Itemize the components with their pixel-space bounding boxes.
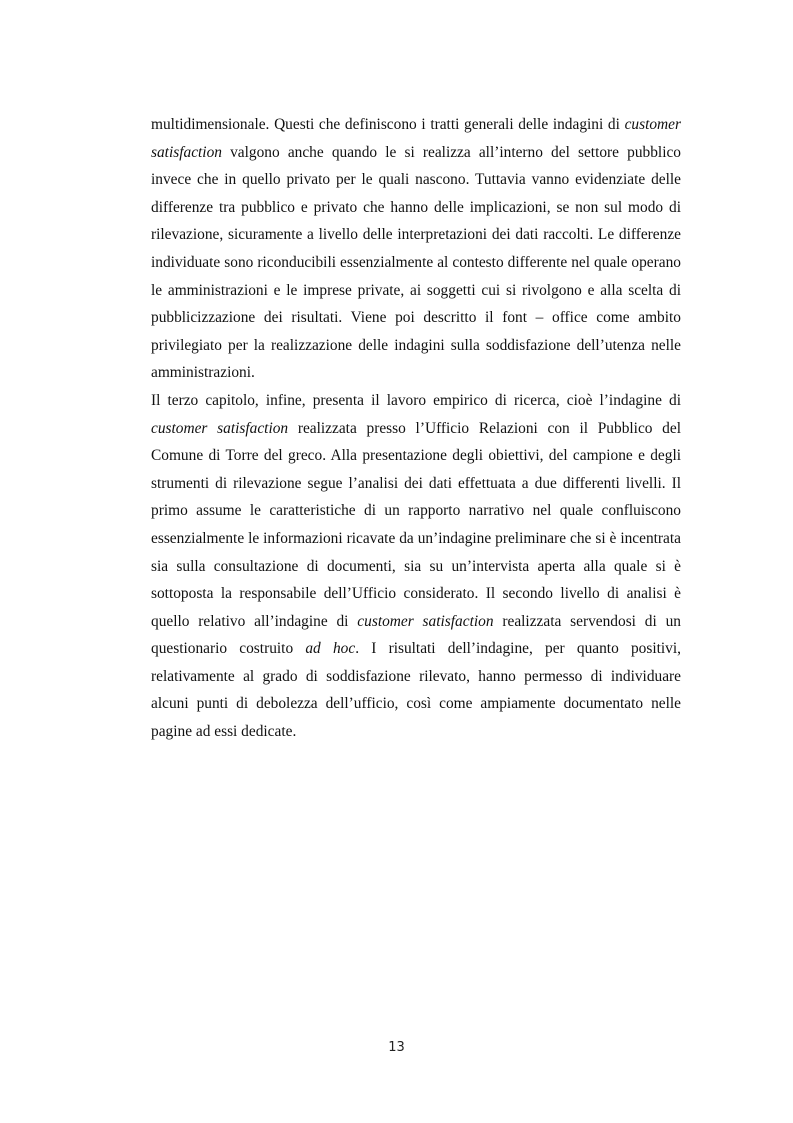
text-segment: realizzata servendosi di un questionario costruito — [151, 612, 681, 658]
text-segment-italic: customer satisfaction — [151, 116, 681, 161]
text-segment: multidimensionale. Questi che definiscono i tratti generali delle indagini di — [151, 116, 625, 133]
body-text — [151, 111, 681, 746]
text-segment-italic: customer satisfaction — [357, 612, 494, 630]
text-segment-italic: ad hoc — [305, 640, 356, 658]
paragraph-1 — [151, 111, 681, 387]
text-segment: Il terzo capitolo, infine, presenta il lavoro empirico di ricerca, cioè l’indagine di — [151, 391, 681, 409]
paragraph-2 — [151, 387, 681, 746]
text-segment-italic: customer satisfaction — [151, 419, 289, 437]
text-segment: valgono anche quando le si realizza all’interno del settore pubblico invece che in quello privato per le quali nascono. Tuttavia vanno evidenziate delle differenze tra pubblico e privato che hanno delle implicazioni, se non sul modo di rilevazione, sicuramente a livello delle interpretazioni dei dati raccolti. Le differenze individuate sono riconducibili essenzialmente al contesto differente nel quale operano le amministrazioni e le imprese private, ai soggetti cui si rivolgono e alla scelta di pubblicizzazione dei risultati. Viene poi descritto il font – office come ambito privilegiato per la realizzazione delle indagini sulla soddisfazione dell’utenza nelle amministrazioni. — [151, 143, 681, 382]
text-segment: . I risultati dell’indagine, per quanto positivi, relativamente al grado di soddisfazione rilevato, hanno permesso di individuare alcuni punti di debolezza dell’ufficio, così come ampiamente documentato nelle pagine ad essi dedicate. — [151, 640, 682, 741]
page-number: 13 — [388, 1040, 405, 1055]
text-segment: realizzata presso l’Ufficio Relazioni con il Pubblico del Comune di Torre del greco. Alla presentazione degli obiettivi, del campione e degli strumenti di rilevazione segue l’analisi dei dati effettuata a due differenti livelli. Il primo assume le caratteristiche di un rapporto narrativo nel quale confluiscono essenzialmente le informazioni ricavate da un’indagine preliminare che si è incentrata sia sulla consultazione di documenti, sia su un’intervista aperta alla quale si è sottoposta la responsabile dell’Ufficio considerato. Il secondo livello di analisi è quello relativo all’indagine di — [151, 419, 681, 630]
